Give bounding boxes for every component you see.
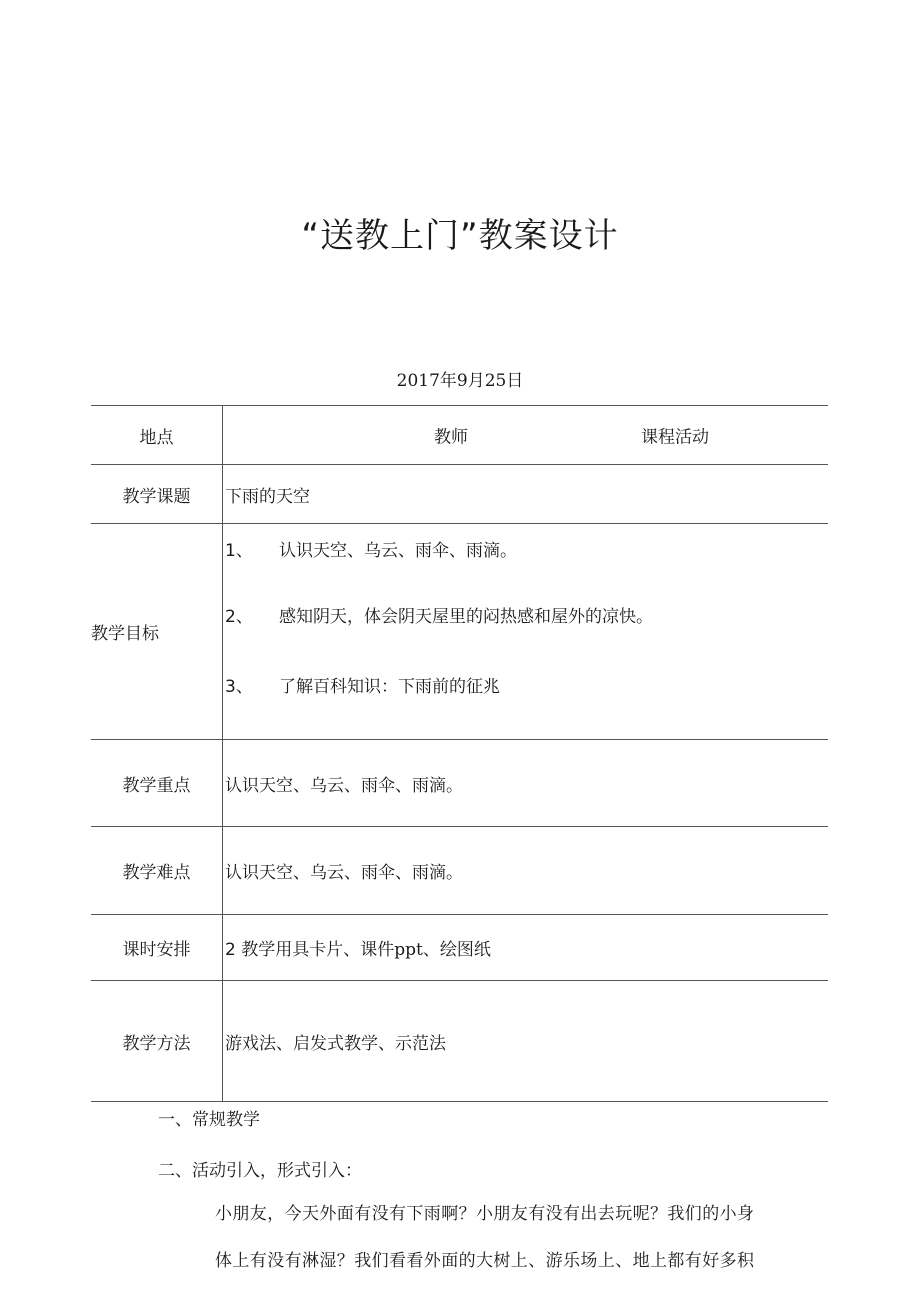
activity-label: 课程活动 [641, 427, 709, 448]
topic-value: 下雨的天空 [223, 465, 829, 524]
table-row-key-points [91, 740, 828, 827]
schedule-hours: 2 [225, 940, 236, 960]
schedule-cell [223, 915, 829, 981]
key-points-label: 教学重点 [91, 740, 223, 827]
schedule-value: 教学用具卡片、课件ppt、绘图纸 [241, 940, 491, 960]
goal-item [225, 536, 828, 561]
goal-item [225, 672, 828, 697]
methods-value: 游戏法、启发式教学、示范法 [223, 981, 829, 1102]
goal-number: 2、 [225, 607, 253, 627]
table-row-difficulties [91, 827, 828, 915]
topic-label: 教学课题 [91, 465, 223, 524]
paragraph-line: 体上有没有淋湿？我们看看外面的大树上、游乐场上、地上都有好多积 [215, 1251, 755, 1271]
difficulties-value: 认识天空、乌云、雨伞、雨滴。 [223, 827, 829, 915]
goal-number: 1、 [225, 541, 253, 561]
goal-number: 3、 [225, 677, 253, 697]
location-label: 地点 [91, 406, 223, 465]
table-row-header [91, 406, 828, 465]
section-heading: 一、常规教学 [158, 1110, 260, 1130]
goals-label: 教学目标 [91, 524, 223, 740]
goal-item [225, 602, 828, 627]
table-row-methods [91, 981, 828, 1102]
methods-label: 教学方法 [91, 981, 223, 1102]
goal-text: 了解百科知识：下雨前的征兆 [279, 677, 500, 697]
schedule-label: 课时安排 [91, 915, 223, 981]
goals-cell [223, 524, 829, 740]
lesson-plan-table [91, 405, 828, 1102]
header-info-cell [223, 406, 829, 465]
table-row-goals [91, 524, 828, 740]
document-title: “送教上门”教案设计 [301, 216, 619, 256]
goal-text: 认识天空、乌云、雨伞、雨滴。 [279, 541, 517, 561]
section-heading: 二、活动引入，形式引入： [158, 1161, 362, 1181]
document-date: 2017年9月25日 [396, 371, 524, 391]
teacher-label: 教师 [434, 427, 468, 448]
key-points-value: 认识天空、乌云、雨伞、雨滴。 [223, 740, 829, 827]
paragraph-line: 小朋友，今天外面有没有下雨啊？小朋友有没有出去玩呢？我们的小身 [215, 1204, 755, 1224]
table-row-topic [91, 465, 828, 524]
goal-text: 感知阴天，体会阴天屋里的闷热感和屋外的凉快。 [279, 607, 653, 627]
table-row-schedule [91, 915, 828, 981]
difficulties-label: 教学难点 [91, 827, 223, 915]
